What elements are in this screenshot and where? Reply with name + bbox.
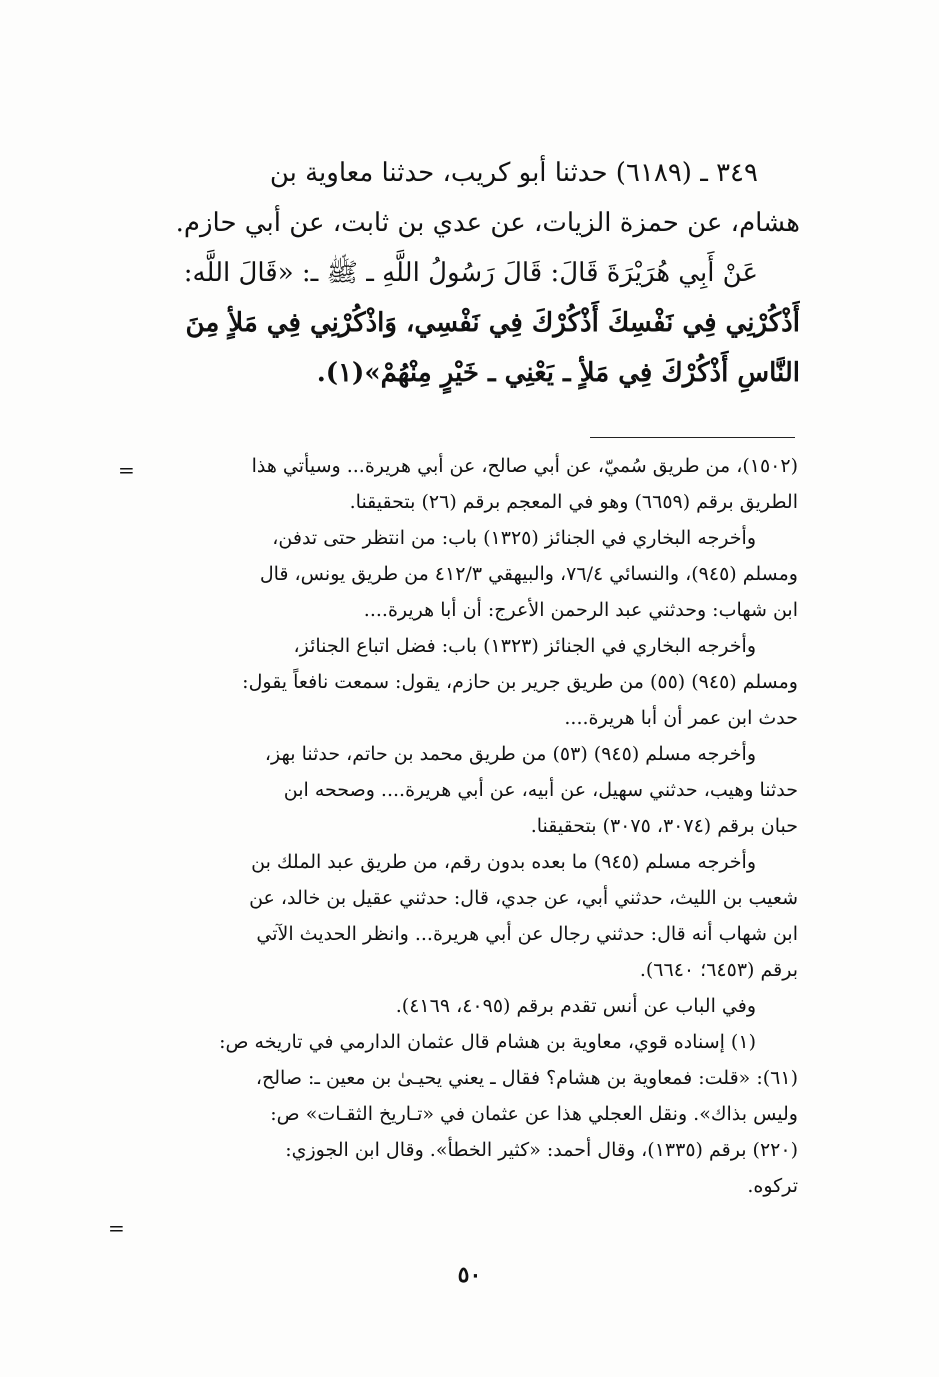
continuation-mark-top: = — [118, 458, 135, 482]
footnote-line-14: ابن شهاب أنه قال: حدثني رجال عن أبي هريرة... وانظر الحديث الآتي — [256, 923, 798, 945]
footnote-line-17: (١) إسناده قوي، معاوية بن هشام قال عثمان الدارمي في تاريخه ص: — [219, 1031, 756, 1053]
hadith-line-5: النَّاسِ أَذْكُرْكَ فِي مَلأٍ ـ يَعْنِي ـ خَيْرٍ مِنْهُمْ»(١). — [316, 358, 800, 388]
footnote-line-20: (٢٢٠) برقم (١٣٣٥)، وقال أحمد: «كثير الخطأ». وقال ابن الجوزي: — [285, 1139, 798, 1161]
footnote-line-2: الطريق برقم (٦٦٥٩) وهو في المعجم برقم (٢٦) بتحقيقنا. — [349, 491, 798, 513]
hadith-line-1: ٣٤٩ ـ (٦١٨٩) حدثنا أبو كريب، حدثنا معاوية بن — [269, 158, 758, 188]
footnote-separator — [590, 437, 795, 438]
footnote-line-5: ابن شهاب: وحدثني عبد الرحمن الأعرج: أن أبا هريرة.... — [363, 599, 798, 621]
footnote-line-6: وأخرجه البخاري في الجنائز (١٣٢٣) باب: فضل اتباع الجنائز، — [293, 635, 756, 657]
footnote-line-9: وأخرجه مسلم (٩٤٥) (٥٣) من طريق محمد بن حاتم، حدثنا بهز، — [264, 743, 756, 765]
footnote-line-10: حدثنا وهيب، حدثني سهيل، عن أبيه، عن أبي هريرة.... وصححه ابن — [283, 779, 798, 801]
footnote-line-21: تركوه. — [747, 1175, 798, 1197]
footnote-line-16: وفي الباب عن أنس تقدم برقم (٤٠٩٥، ٤١٦٩). — [395, 995, 756, 1017]
hadith-line-4: أَذْكُرْنِي فِي نَفْسِكَ أَذْكُرْكَ فِي نَفْسِي، وَاذْكُرْنِي فِي مَلأٍ مِنَ — [185, 308, 800, 338]
footnotes — [104, 448, 798, 1204]
footnote-line-12: وأخرجه مسلم (٩٤٥) ما بعده بدون رقم، من طريق عبد الملك بن — [251, 851, 756, 873]
footnote-line-1: (١٥٠٢)، من طريق سُميّ، عن أبي صالح، عن أبي هريرة... وسيأتي هذا — [251, 455, 798, 477]
page-number: ٥٠ — [457, 1262, 482, 1288]
footnote-line-4: ومسلم (٩٤٥)، والنسائي ٧٦/٤، والبيهقي ٤١٢/٣ من طريق يونس، قال — [259, 563, 798, 585]
footnote-line-8: حدث ابن عمر أن أبا هريرة.... — [564, 707, 798, 729]
footnote-line-7: ومسلم (٩٤٥) (٥٥) من طريق جرير بن حازم، يقول: سمعت نافعاً يقول: — [242, 671, 798, 693]
footnote-line-18: (٦١): «قلت: فمعاوية بن هشام؟ فقال ـ يعني يحيـىٰ بن معين ـ: صالح، — [255, 1067, 798, 1089]
footnote-line-13: شعيب بن الليث، حدثني أبي، عن جدي، قال: حدثني عقيل بن خالد، عن — [249, 887, 798, 909]
footnote-line-3: وأخرجه البخاري في الجنائز (١٣٢٥) باب: من انتظر حتى تدفن، — [272, 527, 756, 549]
hadith-line-2: هشام، عن حمزة الزيات، عن عدي بن ثابت، عن أبي حازم. — [175, 208, 800, 238]
footnote-line-15: برقم (٦٤٥٣؛ ٦٦٤٠). — [639, 959, 798, 981]
footnote-line-19: وليس بذاك». ونقل العجلي هذا عن عثمان في «تـاريخ الثقـات» ص: — [270, 1103, 798, 1125]
footnote-line-11: حبان برقم (٣٠٧٤، ٣٠٧٥) بتحقيقنا. — [530, 815, 798, 837]
continuation-mark-bottom: = — [108, 1216, 125, 1240]
hadith-line-3: عَنْ أَبِي هُرَيْرَةَ قَالَ: قَالَ رَسُولُ اللَّهِ ـ ﷺ ـ: «قَالَ اللَّه: — [183, 258, 758, 288]
hadith-text — [100, 148, 800, 398]
